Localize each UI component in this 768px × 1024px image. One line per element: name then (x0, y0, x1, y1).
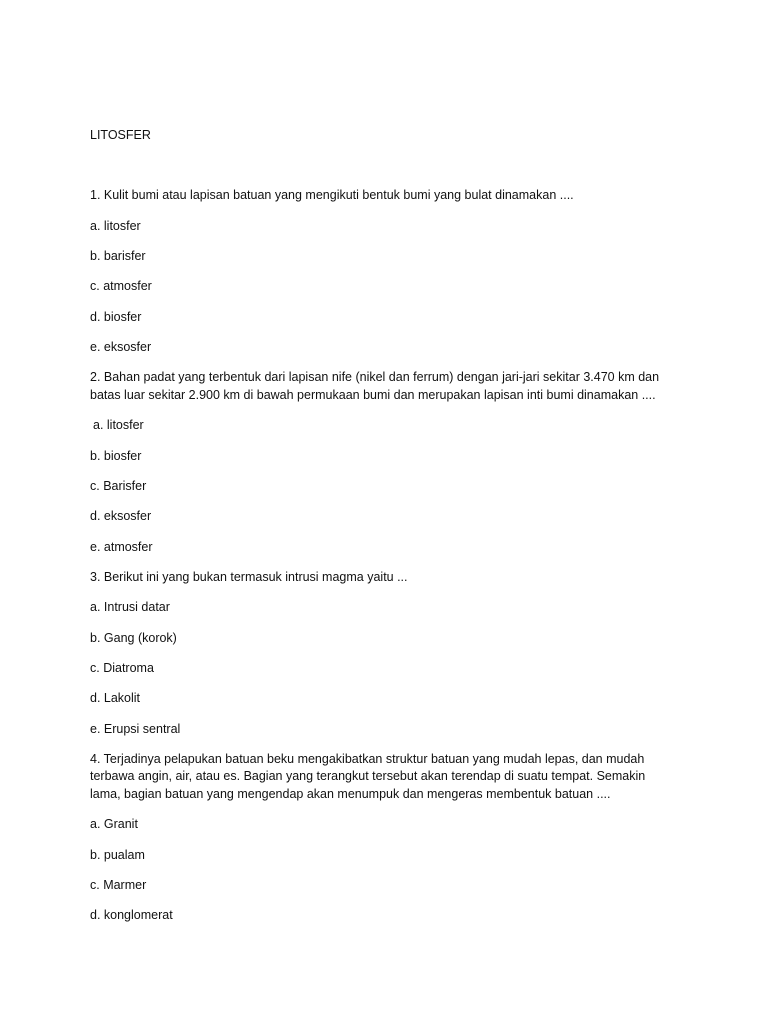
option-2e: e. atmosfer (90, 540, 153, 554)
question-4-line-2: terbawa angin, air, atau es. Bagian yang terangkut tersebut akan terendap di suatu tempat. Semakin (90, 769, 646, 783)
option-4d: d. konglomerat (90, 908, 173, 922)
option-3c: c. Diatroma (90, 661, 154, 675)
option-3e: e. Erupsi sentral (90, 722, 181, 736)
option-3b: b. Gang (korok) (90, 631, 177, 645)
question-2-line-2: batas luar sekitar 2.900 km di bawah permukaan bumi dan merupakan lapisan inti bumi dinamakan .... (90, 388, 656, 402)
option-2d: d. eksosfer (90, 509, 152, 523)
option-4b: b. pualam (90, 848, 145, 862)
question-1: 1. Kulit bumi atau lapisan batuan yang mengikuti bentuk bumi yang bulat dinamakan .... (90, 188, 574, 202)
option-4c: c. Marmer (90, 878, 147, 892)
question-3: 3. Berikut ini yang bukan termasuk intrusi magma yaitu ... (90, 570, 408, 584)
option-2c: c. Barisfer (90, 479, 147, 493)
question-4-line-3: lama, bagian batuan yang mengendap akan menumpuk dan mengeras membentuk batuan .... (90, 787, 611, 801)
option-3a: a. Intrusi datar (90, 600, 170, 614)
option-1b: b. barisfer (90, 249, 146, 263)
option-3d: d. Lakolit (90, 691, 141, 705)
question-4-line-1: 4. Terjadinya pelapukan batuan beku mengakibatkan struktur batuan yang mudah lepas, dan mudah (90, 752, 645, 766)
option-1c: c. atmosfer (90, 279, 152, 293)
option-2a: a. litosfer (93, 418, 144, 432)
question-2-line-1: 2. Bahan padat yang terbentuk dari lapisan nife (nikel dan ferrum) dengan jari-jari sekitar 3.470 km dan (90, 370, 660, 384)
option-2b: b. biosfer (90, 449, 142, 463)
document-title: LITOSFER (90, 128, 151, 142)
option-4a: a. Granit (90, 817, 138, 831)
option-1e: e. eksosfer (90, 340, 152, 354)
option-1d: d. biosfer (90, 310, 142, 324)
option-1a: a. litosfer (90, 219, 141, 233)
